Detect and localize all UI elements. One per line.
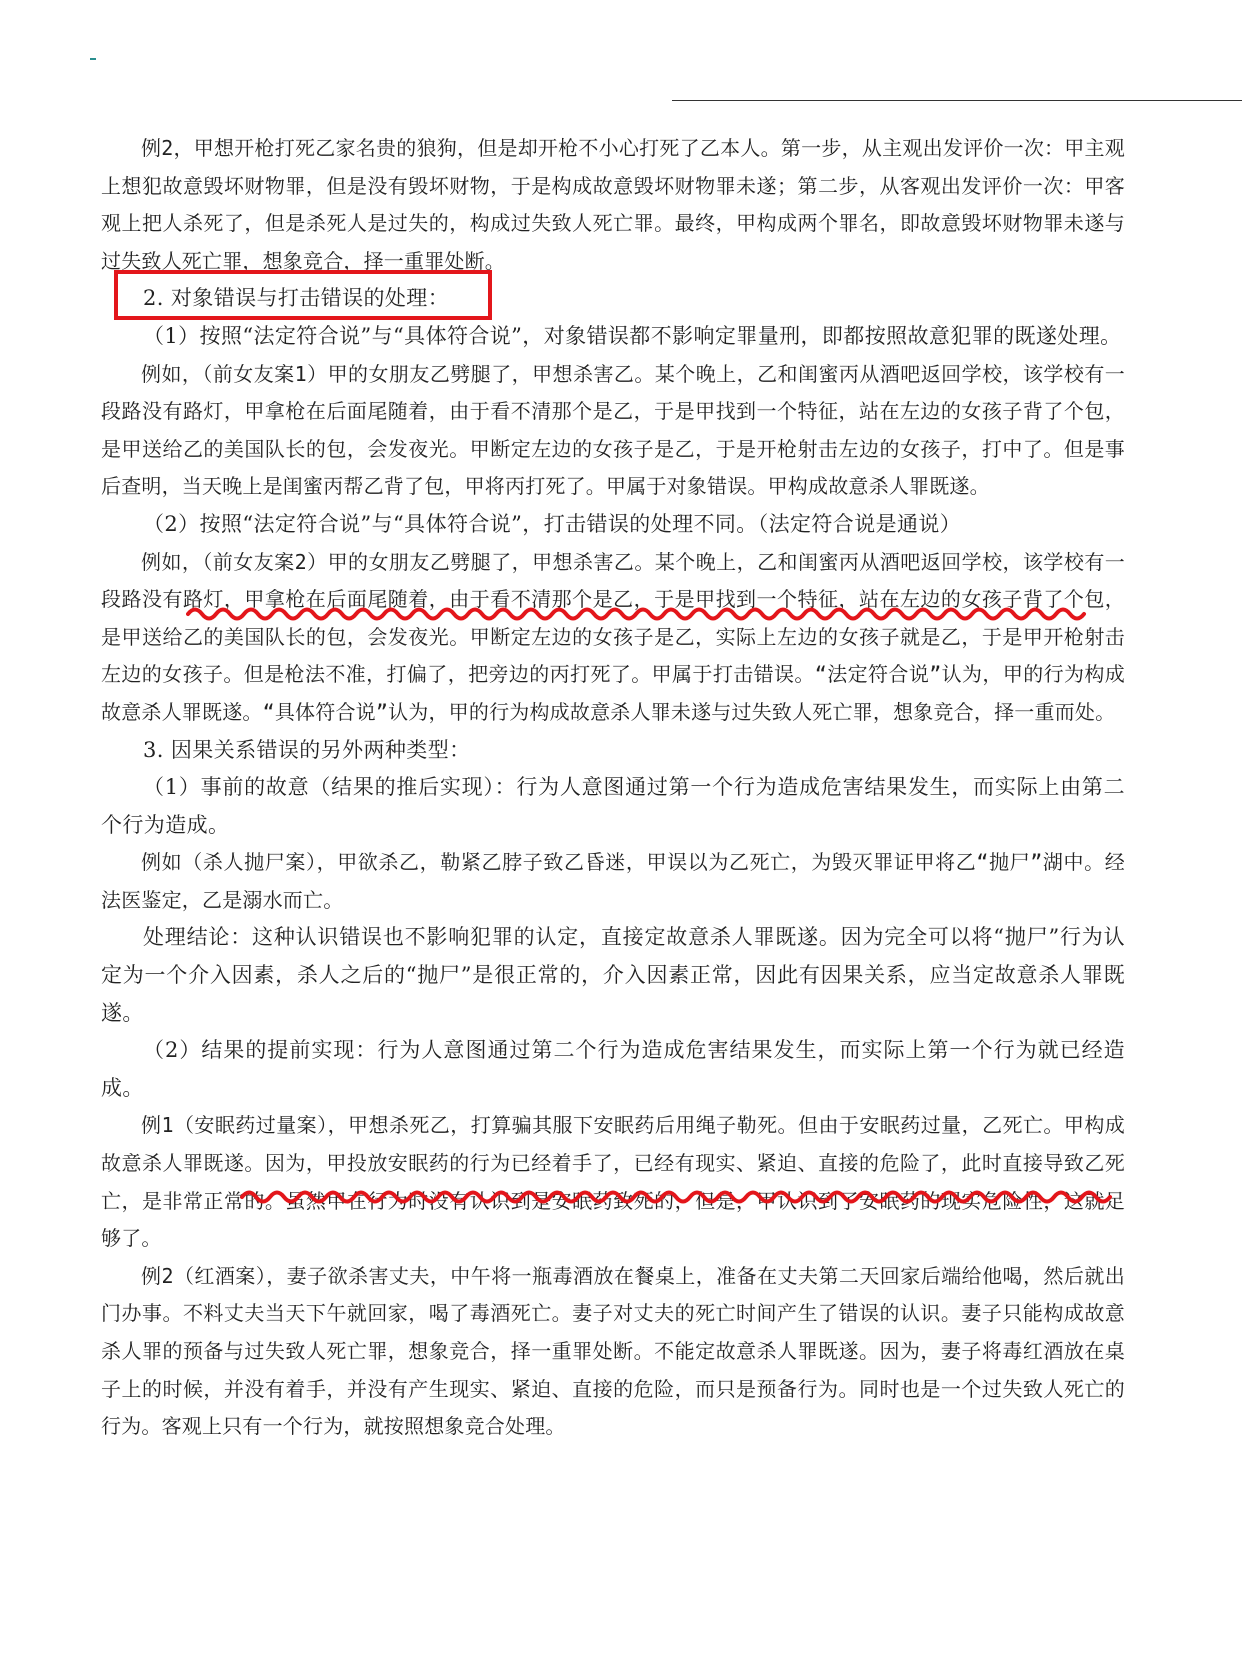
paragraph-ex-girlfriend-case-2: 例如，（前女友案2）甲的女朋友乙劈腿了，甲想杀害乙。某个晚上，乙和闺蜜丙从酒吧返回学校，该学校有一段路没有路灯，甲拿枪在后面尾随着，由于看不清那个是乙，于是甲找到一个特征，站在左边的女孩子背了个包，是甲送给乙的美国队长的包，会发夜光。甲断定左边的女孩子是乙，实际上左边的女孩子就是乙，于是甲开枪射击左边的女孩子。但是枪法不准，打偏了，把旁边的丙打死了。甲属于打击错误。“法定符合说”认为，甲的行为构成故意杀人罪既遂。“具体符合说”认为，甲的行为构成故意杀人罪未遂与过失致人死亡罪，想象竞合，择一重而处。	[101, 549, 1125, 724]
paragraph-body-disposal-case: 例如（杀人抛尸案），甲欲杀乙，勒紧乙脖子致乙昏迷，甲误以为乙死亡，为毁灭罪证甲将乙“抛尸”湖中。经法医鉴定，乙是溺水而亡。	[101, 850, 1125, 912]
red-highlight-box	[114, 270, 492, 320]
paragraph-early-result: （2）结果的提前实现：行为人意图通过第二个行为造成危害结果发生，而实际上第一个行为就已经造成。	[101, 1038, 1125, 1100]
red-wavy-underline-1	[186, 602, 1090, 626]
paragraph-object-error-rule: （1）按照“法定符合说”与“具体符合说”，对象错误都不影响定罪量刑，即都按照故意犯罪的既遂处理。	[143, 323, 1122, 348]
heading-causation-error-types: 3. 因果关系错误的另外两种类型：	[143, 737, 471, 762]
paragraph-ex-girlfriend-case-1: 例如，（前女友案1）甲的女朋友乙劈腿了，甲想杀害乙。某个晚上，乙和闺蜜丙从酒吧返回学校，该学校有一段路没有路灯，甲拿枪在后面尾随着，由于看不清那个是乙，于是甲找到一个特征，站在左边的女孩子背了个包，是甲送给乙的美国队长的包，会发夜光。甲断定左边的女孩子是乙，于是开枪射击左边的女孩子，打中了。但是事后查明，当天晚上是闺蜜丙帮乙背了包，甲将丙打死了。甲属于对象错误。甲构成故意杀人罪既遂。	[101, 361, 1125, 499]
paragraph-prior-intent: （1）事前的故意（结果的推后实现）：行为人意图通过第一个行为造成危害结果发生，而实际上由第二个行为造成。	[101, 775, 1125, 837]
paragraph-red-wine-case: 例2（红酒案），妻子欲杀害丈夫，中午将一瓶毒酒放在餐桌上，准备在丈夫第二天回家后端给他喝，然后就出门办事。不料丈夫当天下午就回家，喝了毒酒死亡。妻子对丈夫的死亡时间产生了错误的认识。妻子只能构成故意杀人罪的预备与过失致人死亡罪，想象竞合，择一重罪处断。不能定故意杀人罪既遂。因为，妻子将毒红酒放在桌子上的时候，并没有着手，并没有产生现实、紧迫、直接的危险，而只是预备行为。同时也是一个过失致人死亡的行为。客观上只有一个行为，就按照想象竞合处理。	[101, 1263, 1125, 1439]
paragraph-conclusion: 处理结论：这种认识错误也不影响犯罪的认定，直接定故意杀人罪既遂。因为完全可以将“抛尸”行为认定为一个介入因素，杀人之后的“抛尸”是很正常的，介入因素正常，因此有因果关系，应当定故意杀人罪既遂。	[101, 925, 1125, 1025]
heading-object-error-vs-strike-error: 2. 对象错误与打击错误的处理：	[143, 286, 450, 311]
paragraph-strike-error-rule: （2）按照“法定符合说”与“具体符合说”，打击错误的处理不同。（法定符合说是通说）	[143, 511, 962, 536]
paragraph-sleeping-pill-case: 例1（安眠药过量案），甲想杀死乙，打算骗其服下安眠药后用绳子勒死。但由于安眠药过量，乙死亡。甲构成故意杀人罪既遂。因为，甲投放安眠药的行为已经着手了，已经有现实、紧迫、直接的危险了，此时直接导致乙死亡，是非常正常的。虽然甲在行为时没有认识到是安眠药致死的，但是，甲认识到了安眠药的现实危险性，这就足够了。	[101, 1113, 1125, 1251]
paragraph-example-2-dog: 例2，甲想开枪打死乙家名贵的狼狗，但是却开枪不小心打死了乙本人。第一步，从主观出发评价一次：甲主观上想犯故意毁坏财物罪，但是没有毁坏财物，于是构成故意毁坏财物罪未遂；第二步，从客观出发评价一次：甲客观上把人杀死了，但是杀死人是过失的，构成过失致人死亡罪。最终，甲构成两个罪名，即故意毁坏财物罪未遂与过失致人死亡罪，想象竞合，择一重罪处断。	[101, 136, 1125, 273]
header-rule	[672, 100, 1242, 101]
red-wavy-underline-2	[240, 1185, 1120, 1209]
corner-mark	[90, 58, 96, 60]
body-text	[101, 130, 1125, 1446]
